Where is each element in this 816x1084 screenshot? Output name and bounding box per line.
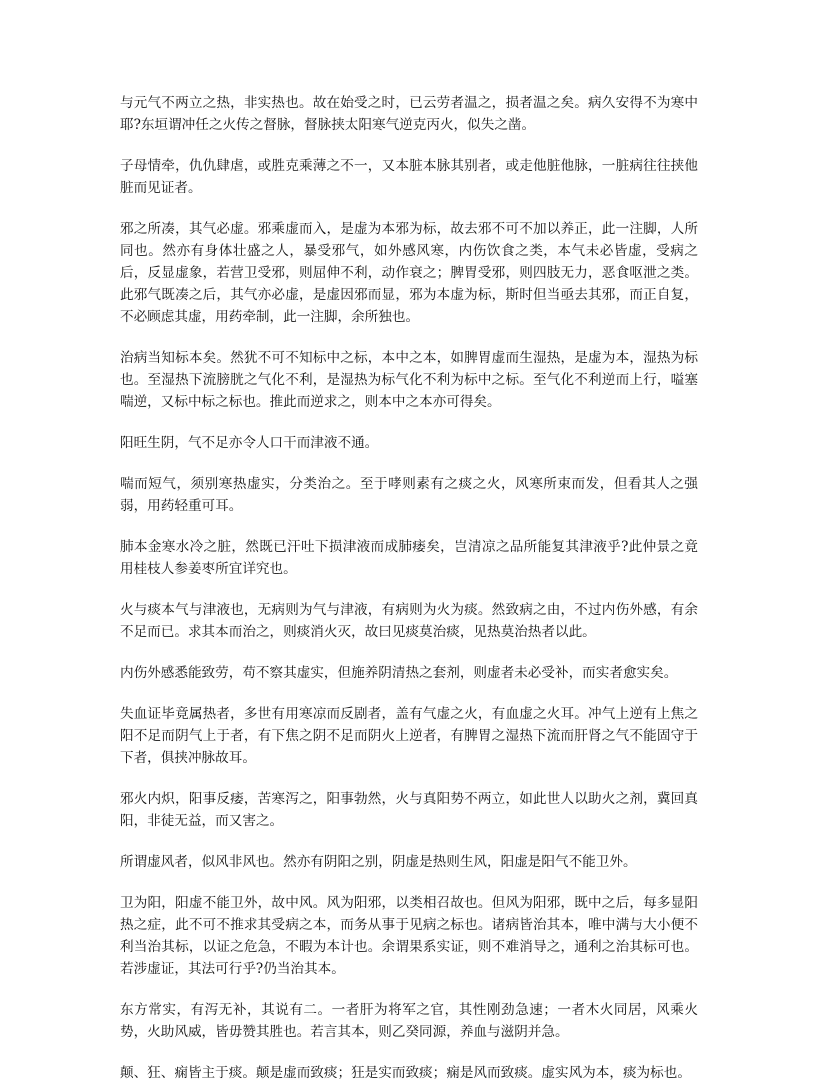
paragraph-1: 与元气不两立之热，非实热也。故在始受之时，已云劳者温之，损者温之矣。病久安得不为寒中耶?东垣谓冲任之火传之督脉，督脉挟太阳寒气逆克丙火，似失之凿。 <box>120 95 698 133</box>
paragraph-15: 颠、狂、痫皆主于痰。颠是虚而致痰；狂是实而致痰；痫是风而致痰。虚实风为本，痰为标也。 <box>120 1065 691 1081</box>
paragraph-4: 治病当知标本矣。然犹不可不知标中之标，本中之本，如脾胃虚而生湿热，是虚为本，湿热为标也。至湿热下流膀胱之气化不利，是湿热为标气化不利为标中之标。至气化不利逆而上行，嗌塞喘逆，又标中标之标也。推此而逆求之，则本中之本亦可得矣。 <box>120 350 698 410</box>
paragraph-9: 内伤外感悉能致劳，苟不察其虚实，但施养阴清热之套剂，则虚者未必受补，而实者愈实矣。 <box>120 665 678 681</box>
paragraph-11: 邪火内炽，阳事反痿，苦寒泻之，阳事勃然，火与真阳势不两立，如此世人以助火之剂，冀回真阳，非徒无益，而又害之。 <box>120 791 698 829</box>
paragraph-8: 火与痰本气与津液也，无病则为气与津液，有病则为火为痰。然致病之由，不过内伤外感，有余不足而已。求其本而治之，则痰消火灭，故曰见痰莫治痰，见热莫治热者以此。 <box>120 602 698 640</box>
paragraph-10: 失血证毕竟属热者，多世有用寒凉而反剧者，盖有气虚之火，有血虚之火耳。冲气上逆有上焦之阳不足而阴气上于者，有下焦之阴不足而阴火上逆者，有脾胃之湿热下流而肝肾之气不能固守于下者，俱挟冲脉故耳。 <box>120 706 698 766</box>
paragraph-14: 东方常实，有泻无补，其说有二。一者肝为将军之官，其性刚劲急速；一者木火同居，风乘火势，火助风威，皆毋赞其胜也。若言其本，则乙癸同源，养血与滋阴并急。 <box>120 1002 698 1040</box>
document-body <box>120 92 698 1084</box>
paragraph-6: 喘而短气，须别寒热虚实，分类治之。至于哮则素有之痰之火，风寒所束而发，但看其人之强弱，用药轻重可耳。 <box>120 476 698 514</box>
paragraph-13: 卫为阳，阳虚不能卫外，故中风。风为阳邪，以类相召故也。但风为阳邪，既中之后，每多显阳热之症，此不可不推求其受病之本，而务从事于见病之标也。诸病皆治其本，唯中满与大小便不利当治其标，以证之危急，不暇为本计也。余谓果系实证，则不难消导之，通利之治其标可也。若涉虚证，其法可行乎?仍当治其本。 <box>120 895 698 977</box>
paragraph-2: 子母情牵，仇仇肆虐，或胜克乘薄之不一，又本脏本脉其别者，或走他脏他脉，一脏病往往挟他脏而见证者。 <box>120 158 698 196</box>
paragraph-5: 阳旺生阴，气不足亦令人口干而津液不通。 <box>120 435 379 451</box>
paragraph-3: 邪之所凑，其气必虚。邪乘虚而入，是虚为本邪为标，故去邪不可不加以养正，此一注脚，人所同也。然亦有身体壮盛之人，暴受邪气，如外感风寒，内伤饮食之类，本气未必皆虚，受病之后，反显虚象，若营卫受邪，则屈伸不利，动作衰之；脾胃受邪，则四肢无力，恶食呕泄之类。此邪气既凑之后，其气亦必虚，是虚因邪而显，邪为本虚为标，斯时但当亟去其邪，而正自复，不必顾虑其虚，用药牵制，此一注脚，余所独也。 <box>120 221 698 325</box>
paragraph-7: 肺本金寒水冷之脏，然既已汗吐下损津液而成肺痿矣，岂清凉之品所能复其津液乎?此仲景之竟用桂枝人参姜枣所宜详究也。 <box>120 539 698 577</box>
paragraph-12: 所谓虚风者，似风非风也。然亦有阴阳之别，阴虚是热则生风，阳虚是阳气不能卫外。 <box>120 854 637 870</box>
